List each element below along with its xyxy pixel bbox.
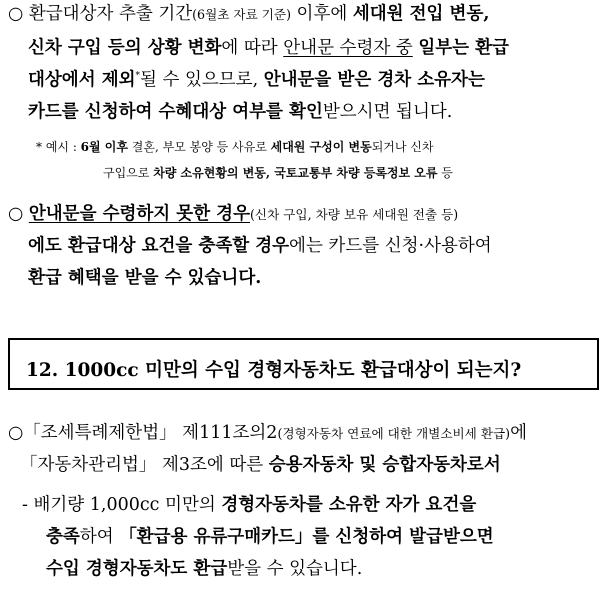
text-run: 구입으로 xyxy=(103,166,154,180)
bullet-2-line-2 xyxy=(28,238,492,256)
text-run: 이후에 xyxy=(290,4,353,24)
text-run: 하여 xyxy=(79,527,120,547)
text-run-small: (신차 구입, 차량 보유 세대원 전출 등) xyxy=(250,207,459,222)
dash-item-line-2 xyxy=(46,529,494,547)
text-run: 「자동차관리법」 제3조에 따른 xyxy=(20,455,269,475)
text-run-small: (6월초 자료 기준) xyxy=(192,7,291,22)
text-run: 등 xyxy=(437,166,453,180)
text-run-bold: 「환급용 유류구매카드」를 신청하여 발급받으면 xyxy=(119,527,494,547)
text-run-bold: 신차 구입 등의 상황 변화 xyxy=(28,38,222,58)
footnote-line-1 xyxy=(36,141,433,153)
text-run-underlined: 안내문 수령자 중 xyxy=(283,38,413,58)
bullet-2-line-3 xyxy=(28,270,261,288)
text-run-bold: 충족 xyxy=(46,527,80,547)
text-run-bold: 대상에서 제외 xyxy=(28,70,136,90)
text-run: 받을 수 있습니다. xyxy=(227,559,363,579)
text-run-bold: 수입 경형자동차도 환급 xyxy=(46,559,228,579)
bullet-1-line-2 xyxy=(28,40,509,58)
text-run-bold: 6월 이후 xyxy=(80,140,128,154)
bullet-marker: ○ xyxy=(8,204,24,224)
text-run-bold: 경형자동차를 소유한 자가 요건을 xyxy=(221,495,477,515)
text-run-bold: 일부는 환급 xyxy=(418,38,509,58)
bullet-1-line-1 xyxy=(8,6,489,24)
text-run-bold: 승용자동차 및 승합자동차로서 xyxy=(268,455,501,475)
text-run-bold: 세대원 전입 변동, xyxy=(352,4,490,24)
question-box xyxy=(8,338,599,390)
bullet-3-line-1 xyxy=(8,425,527,443)
text-run-bold-underlined: 안내문을 수령하지 못한 경우 xyxy=(28,204,250,224)
dash-marker: - xyxy=(22,495,28,515)
question-heading: 12. 1000cc 미만의 수입 경형자동차도 환급대상이 되는지? xyxy=(26,360,522,381)
text-run-bold: 세대원 구성이 변동 xyxy=(270,140,372,154)
bullet-marker: ○ xyxy=(8,4,24,24)
text-run: 배기량 1,000cc 미만의 xyxy=(33,495,222,515)
text-run: 에 xyxy=(510,423,527,443)
footnote-line-2 xyxy=(103,167,453,179)
footnote-marker: * xyxy=(135,71,141,82)
text-run-bold: 환급 혜택을 받을 수 있습니다. xyxy=(28,268,262,288)
text-run: 에 따라 xyxy=(221,38,284,58)
text-run: 「조세특례제한법」 제111조의2 xyxy=(23,423,278,443)
dash-item-line-1 xyxy=(22,497,476,515)
text-run: 되거나 신차 xyxy=(371,140,434,154)
text-run-bold: 차량 소유현황의 변동, 국토교통부 차량 등록정보 오류 xyxy=(153,166,438,180)
dash-item-line-3 xyxy=(46,561,362,579)
bullet-1-line-4 xyxy=(28,104,452,122)
text-run-bold: 카드를 신청하여 수혜대상 여부를 확인 xyxy=(28,102,323,122)
bullet-1-line-3 xyxy=(28,72,485,90)
bullet-marker: ○ xyxy=(8,423,24,443)
text-run: 받으시면 됩니다. xyxy=(322,102,453,122)
text-run-bold: 에도 환급대상 요건을 충족할 경우 xyxy=(28,236,290,256)
text-run: 환급대상자 추출 기간 xyxy=(28,4,193,24)
bullet-2-line-1 xyxy=(8,206,458,224)
text-run: * 예시 : xyxy=(36,140,81,154)
text-run-small: (경형자동차 연료에 대한 개별소비세 환급) xyxy=(277,426,511,441)
text-run: 결혼, 부모 봉양 등 사유로 xyxy=(127,140,271,154)
bullet-3-line-2 xyxy=(20,457,501,475)
text-run: 될 수 있으므로, xyxy=(140,70,264,90)
text-run: 에는 카드를 신청·사용하여 xyxy=(289,236,492,256)
text-run-bold: 안내문을 받은 경차 소유자는 xyxy=(263,70,485,90)
